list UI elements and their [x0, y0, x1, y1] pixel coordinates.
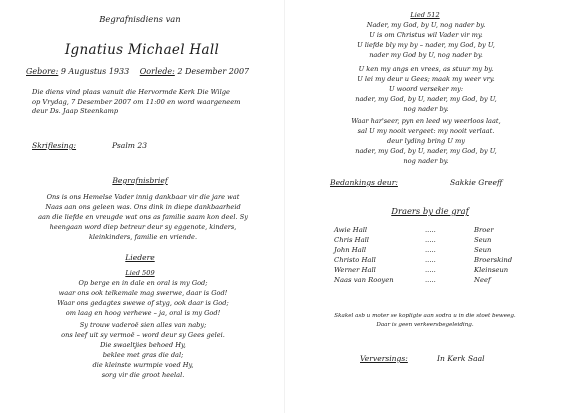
letter-text: [18, 192, 268, 242]
letter-line: kleinkinders, familie en vriende.: [88, 233, 198, 241]
song-line: waar ons ook telkemale mag swerwe, daar is God!: [58, 289, 228, 297]
song-line: ons leef uit sy vermoë – word deur sy Gees gelei.: [61, 331, 225, 339]
bearer-name: John Hall: [334, 246, 367, 254]
born-date: 9 Augustus 1933: [60, 67, 130, 76]
note-line: Skakel asb u moter se kopligte aan sodra u in die stoet beweeg.: [334, 313, 516, 319]
service-line: deur Ds. Jaap Steenkamp: [32, 107, 119, 115]
bearer-relation: Broerskind: [474, 256, 513, 264]
bearer-name: Awie Hall: [334, 226, 368, 234]
born-label: Gebore:: [26, 67, 59, 76]
song-line: U lei my deur u Gees; maak my weer vry.: [357, 75, 495, 83]
song-line: U is om Christus wil Vader vir my.: [369, 31, 483, 39]
letter-title: Begrafnisbrief: [112, 176, 168, 185]
song-line: U ken my angs en vrees, as stuur my by.: [358, 65, 494, 73]
refreshments-label: Verversings:: [360, 354, 408, 363]
bearer-dots: .....: [425, 266, 436, 274]
thanks-value: Sakkie Greeff: [450, 178, 503, 187]
bearer-relation: Seun: [474, 246, 492, 254]
died-label: Oorlede:: [139, 67, 175, 76]
note-line: Daar is geen verkeersbegeleiding.: [376, 322, 474, 328]
service-line: op Vrydag, 7 Desember 2007 om 11:00 en word waargeneem: [32, 97, 241, 106]
bearer-name: Christo Hall: [334, 256, 376, 264]
song1-title: Lied 509: [125, 269, 155, 277]
letter-line: aan die liefde en vreugde wat ons as familie saam kon deel. Sy: [38, 213, 248, 221]
song-line: U woord verseker my:: [388, 85, 464, 93]
letter-line: heengaan word diep betreur deur sy eggenote, kinders,: [49, 223, 237, 231]
song-line: nog nader by.: [403, 157, 449, 165]
life-dates: [26, 67, 249, 76]
song-line: deur lyding bring U my: [386, 137, 466, 145]
service-details: [32, 88, 241, 117]
bearer-relation: Kleinseun: [474, 266, 509, 274]
refreshments-value: In Kerk Saal: [437, 354, 485, 363]
song1-verse2: [18, 320, 268, 380]
bearer-name: Naas van Rooyen: [334, 276, 394, 284]
song-line: nog nader by.: [403, 105, 449, 113]
bearer-name: Werner Hall: [334, 266, 376, 274]
deceased-name: Ignatius Michael Hall: [64, 42, 220, 58]
letter-line: Ons is ons Hemelse Vader innig dankbaar vir die jare wat: [46, 193, 240, 201]
song-line: nader my God by U, nog nader by.: [369, 51, 483, 59]
song1-verse1: [18, 278, 268, 318]
song2-verse3: [302, 116, 550, 166]
song-line: Op berge en in dale en oral is my God;: [78, 279, 208, 287]
bearer-relation: Seun: [474, 236, 492, 244]
songs-title: Liedere: [125, 253, 155, 262]
bearer-name: Chris Hall: [334, 236, 369, 244]
song-line: Waar har'seer, pyn en leed wy weerloos laat,: [351, 117, 501, 125]
letter-line: Naas aan ons geleen was. Ons dink in diepe dankbaarheid: [45, 203, 241, 211]
bearer-dots: .....: [425, 256, 436, 264]
song-line: om laag en hoog verhewe – ja, oral is my God!: [65, 309, 221, 317]
bearer-relation: Broer: [474, 226, 494, 234]
service-heading: Begrafnisdiens van: [99, 14, 181, 24]
bearer-dots: .....: [425, 276, 436, 284]
bearer-dots: .....: [425, 236, 436, 244]
song-line: nader, my God, by U, nader, my God, by U,: [355, 147, 497, 155]
thanks-label: Bedankings deur:: [330, 178, 398, 187]
bearer-relation: Neef: [474, 276, 491, 284]
song2-title: Lied 512: [410, 11, 440, 19]
song-line: die kleinste wurmpie voed Hy,: [92, 361, 194, 369]
song-line: sorg vir die groot heelal.: [101, 371, 185, 379]
song2-verse1: [302, 20, 550, 60]
song-line: nader, my God, by U, nader, my God, by U,: [355, 95, 497, 103]
bearer-dots: .....: [425, 246, 436, 254]
service-line: Die diens vind plaas vanuit die Hervormde Kerk Die Wilge: [32, 88, 230, 96]
died-date: 2 Desember 2007: [177, 67, 250, 76]
song-line: Waar ons gedagtes swewe of styg, ook daar is God;: [57, 299, 229, 307]
bearer-dots: .....: [425, 226, 436, 234]
scripture-label: Skriflesing:: [32, 141, 77, 150]
song-line: Nader, my God, by U, nog nader by.: [366, 21, 486, 29]
bearers-title: Draers by die graf: [391, 206, 469, 216]
song-line: Die swaeltjies behoed Hy,: [100, 341, 186, 349]
song2-verse2: [302, 64, 550, 114]
fold-line: [284, 0, 285, 413]
procession-note: [300, 312, 550, 330]
song-line: U liefde bly my by – nader, my God, by U,: [357, 41, 495, 49]
song-line: Sy trouw vaderoë sien alles van naby;: [79, 321, 207, 329]
song-line: sal U my nooit vergeet: my nooit verlaat.: [357, 127, 495, 135]
scripture-value: Psalm 23: [112, 141, 148, 150]
song-line: beklee met gras die dal;: [102, 351, 184, 359]
